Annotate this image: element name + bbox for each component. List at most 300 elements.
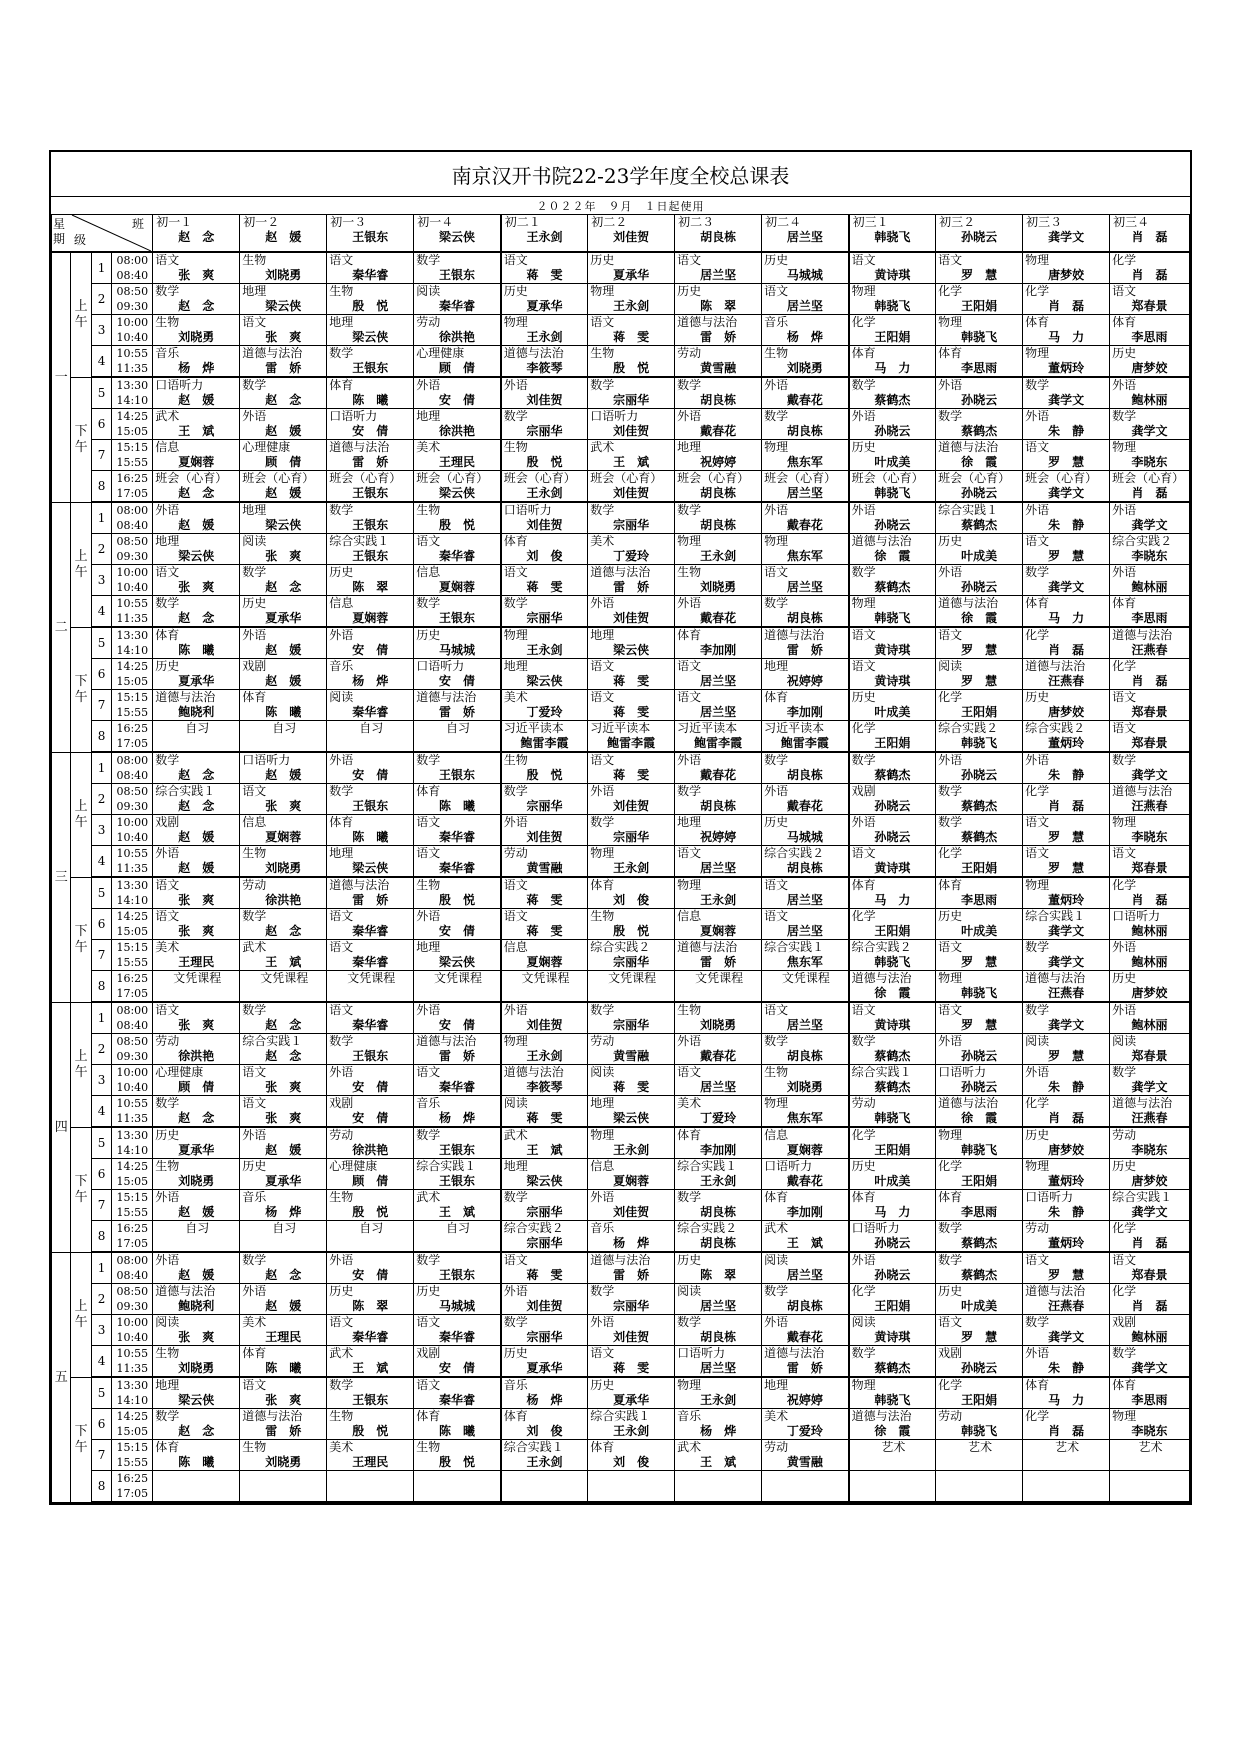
am-label — [71, 1002, 91, 1127]
teacher: 夏娴蓉 — [352, 611, 389, 625]
period-number: 3 — [91, 1315, 111, 1346]
schedule-cell — [936, 1471, 1023, 1503]
subject: 体育 — [938, 1190, 963, 1204]
subject: 阅读 — [1025, 1034, 1050, 1048]
subject: 数学 — [155, 753, 180, 767]
teacher: 刘晓勇 — [178, 1174, 215, 1188]
class-name: 初三３ — [1026, 215, 1063, 229]
teacher: 殷 悦 — [438, 518, 475, 532]
period-row — [52, 815, 1190, 846]
teacher: 罗 慧 — [1048, 455, 1085, 469]
subject: 劳动 — [242, 878, 267, 892]
subject: 班会（心育） — [590, 471, 663, 485]
teacher: 殷 悦 — [526, 768, 563, 782]
subject: 戏剧 — [329, 1096, 354, 1110]
period-row — [52, 721, 1190, 753]
teacher: 王阳娟 — [874, 1299, 911, 1313]
schedule-cell — [849, 940, 936, 971]
teacher: 安 倩 — [352, 1080, 389, 1094]
corner-class-label: 班 — [132, 217, 145, 231]
teacher: 赵 媛 — [265, 1143, 302, 1157]
class-name: 初二４ — [765, 215, 802, 229]
subject: 语文 — [1025, 1253, 1050, 1267]
schedule-cell — [240, 971, 327, 1003]
period-number: 8 — [91, 1471, 111, 1503]
subject: 历史 — [851, 690, 876, 704]
teacher: 李晓东 — [1131, 549, 1168, 563]
teacher: 刘佳贺 — [613, 799, 650, 813]
schedule-cell — [414, 627, 501, 659]
teacher: 宗丽华 — [526, 799, 563, 813]
subject: 数学 — [242, 565, 267, 579]
subject: 班会（心育） — [242, 471, 315, 485]
schedule-cell — [1110, 1252, 1190, 1284]
schedule-cell — [1110, 909, 1190, 940]
period-end: 09:30 — [116, 1050, 149, 1063]
schedule-cell — [240, 377, 327, 409]
teacher: 孙晓云 — [874, 1236, 911, 1250]
teacher: 肖 磊 — [1048, 643, 1085, 657]
subject: 道德与法治 — [1025, 971, 1086, 985]
schedule-cell — [936, 1377, 1023, 1409]
subject: 戏剧 — [851, 784, 876, 798]
subject: 数学 — [155, 596, 180, 610]
schedule-cell — [762, 1409, 849, 1440]
teacher: 赵 念 — [178, 1424, 215, 1438]
schedule-cell — [1110, 565, 1190, 596]
schedule-cell — [414, 409, 501, 440]
teacher: 蔡鹤杰 — [874, 1049, 911, 1063]
period-number: 1 — [91, 752, 111, 784]
teacher: 王银东 — [438, 268, 475, 282]
subject: 自习 — [272, 1221, 297, 1235]
teacher: 杨 烨 — [438, 1111, 475, 1125]
teacher: 王银东 — [438, 611, 475, 625]
teacher: 王永剑 — [526, 486, 563, 500]
period-number: 6 — [91, 409, 111, 440]
period-row — [52, 1096, 1190, 1128]
schedule-cell — [327, 815, 414, 846]
teacher: 秦华睿 — [352, 955, 389, 969]
schedule-cell — [675, 315, 762, 346]
schedule-cell — [327, 846, 414, 878]
subject: 语文 — [677, 690, 702, 704]
schedule-cell — [414, 815, 501, 846]
subject: 历史 — [851, 440, 876, 454]
subject: 美术 — [155, 940, 180, 954]
period-end: 08:40 — [116, 1019, 149, 1032]
schedule-cell — [1110, 471, 1190, 503]
schedule-cell — [588, 752, 675, 784]
teacher: 徐洪艳 — [438, 330, 475, 344]
teacher: 王银东 — [352, 486, 389, 500]
schedule-cell — [762, 534, 849, 565]
schedule-cell — [1023, 1034, 1110, 1065]
teacher: 徐 霞 — [961, 611, 998, 625]
subject: 语文 — [764, 565, 789, 579]
class-header — [675, 215, 762, 253]
subject: 语文 — [1112, 846, 1137, 860]
schedule-cell — [501, 721, 588, 753]
schedule-cell — [588, 1002, 675, 1034]
teacher: 王永剑 — [700, 1393, 737, 1407]
subject: 数学 — [503, 784, 528, 798]
schedule-cell — [675, 659, 762, 690]
subject: 语文 — [242, 1065, 267, 1079]
schedule-cell — [762, 596, 849, 628]
schedule-cell — [501, 690, 588, 721]
period-row — [52, 252, 1190, 284]
schedule-cell — [849, 1315, 936, 1346]
schedule-cell — [588, 1096, 675, 1128]
subject: 化学 — [1112, 878, 1137, 892]
subject: 数学 — [851, 1034, 876, 1048]
period-start: 16:25 — [116, 722, 149, 735]
teacher: 刘佳贺 — [526, 830, 563, 844]
schedule-cell — [240, 1315, 327, 1346]
subject: 数学 — [329, 346, 354, 360]
schedule-cell — [588, 1346, 675, 1378]
schedule-cell — [849, 909, 936, 940]
subject: 道德与法治 — [851, 534, 912, 548]
period-number: 5 — [91, 1377, 111, 1409]
schedule-cell — [1110, 1346, 1190, 1378]
period-end: 14:10 — [116, 394, 149, 407]
teacher: 刘晓勇 — [178, 1361, 215, 1375]
subject: 口语听力 — [851, 1221, 900, 1235]
subject: 历史 — [1112, 346, 1137, 360]
teacher: 汪燕春 — [1048, 674, 1085, 688]
subject: 体育 — [329, 378, 354, 392]
schedule-cell — [501, 440, 588, 471]
schedule-cell — [1110, 1221, 1190, 1253]
teacher: 李加刚 — [700, 1143, 737, 1157]
period-number: 2 — [91, 284, 111, 315]
teacher: 赵 媛 — [265, 424, 302, 438]
teacher: 殷 悦 — [438, 1455, 475, 1469]
teacher: 赵 媛 — [265, 768, 302, 782]
subject: 物理 — [677, 1378, 702, 1392]
schedule-cell — [153, 1002, 240, 1034]
teacher: 顾 倩 — [352, 1174, 389, 1188]
subject: 语文 — [416, 1315, 441, 1329]
subject: 武术 — [677, 1440, 702, 1454]
schedule-cell — [240, 1065, 327, 1096]
teacher: 祝婷婷 — [700, 455, 737, 469]
schedule-cell — [675, 346, 762, 378]
teacher: 罗 慧 — [1048, 830, 1085, 844]
teacher: 刘佳贺 — [526, 518, 563, 532]
teacher: 宗丽华 — [613, 393, 650, 407]
teacher: 鲍林丽 — [1131, 393, 1168, 407]
schedule-cell — [240, 315, 327, 346]
subject: 外语 — [329, 1253, 354, 1267]
teacher: 刘佳贺 — [613, 1205, 650, 1219]
subject: 文凭课程 — [781, 971, 830, 985]
teacher: 赵 念 — [265, 1049, 302, 1063]
teacher: 赵 念 — [265, 924, 302, 938]
subject: 体育 — [503, 1409, 528, 1423]
period-row — [52, 284, 1190, 315]
schedule-cell — [762, 659, 849, 690]
schedule-cell — [936, 502, 1023, 534]
schedule-cell — [240, 534, 327, 565]
subject: 地理 — [416, 940, 441, 954]
schedule-cell — [1023, 1284, 1110, 1315]
teacher: 张 爽 — [265, 1111, 302, 1125]
schedule-cell — [414, 252, 501, 284]
subject: 生物 — [242, 846, 267, 860]
teacher: 秦华睿 — [438, 549, 475, 563]
schedule-cell — [327, 971, 414, 1003]
subject: 武术 — [590, 440, 615, 454]
class-head-teacher: 赵 念 — [178, 230, 215, 244]
subject: 地理 — [329, 315, 354, 329]
period-row — [52, 1346, 1190, 1378]
subject: 道德与法治 — [590, 1253, 651, 1267]
schedule-cell — [762, 1221, 849, 1253]
teacher: 李思雨 — [1131, 1393, 1168, 1407]
teacher: 龚学文 — [1048, 955, 1085, 969]
subject: 外语 — [1025, 753, 1050, 767]
half-text: 下午 — [74, 1173, 88, 1205]
teacher: 肖 磊 — [1131, 268, 1168, 282]
subject: 口语听力 — [416, 659, 465, 673]
subject: 化学 — [1025, 784, 1050, 798]
period-number: 1 — [91, 1252, 111, 1284]
teacher: 秦华睿 — [438, 861, 475, 875]
subject: 生物 — [677, 1003, 702, 1017]
schedule-cell — [414, 284, 501, 315]
schedule-cell — [327, 1346, 414, 1378]
period-time — [112, 440, 153, 471]
teacher: 胡良栋 — [700, 1330, 737, 1344]
schedule-cell — [1110, 815, 1190, 846]
schedule-cell — [414, 377, 501, 409]
period-start: 14:25 — [116, 1410, 149, 1423]
subject: 体育 — [503, 534, 528, 548]
period-row — [52, 1065, 1190, 1096]
teacher: 肖 磊 — [1131, 674, 1168, 688]
period-number: 8 — [91, 721, 111, 753]
timetable-sheet — [49, 150, 1192, 1505]
teacher: 张 爽 — [265, 330, 302, 344]
class-header — [414, 215, 501, 253]
teacher: 胡良栋 — [786, 1049, 823, 1063]
schedule-cell — [588, 1284, 675, 1315]
period-end: 15:55 — [116, 456, 149, 469]
period-time — [112, 1096, 153, 1128]
schedule-cell — [501, 1252, 588, 1284]
teacher: 焦东军 — [786, 1111, 823, 1125]
schedule-cell — [762, 909, 849, 940]
schedule-cell — [414, 1159, 501, 1190]
subject: 语文 — [503, 565, 528, 579]
subject: 武术 — [155, 409, 180, 423]
schedule-cell — [675, 1159, 762, 1190]
period-start: 15:15 — [116, 691, 149, 704]
subject: 劳动 — [1025, 1221, 1050, 1235]
subject: 道德与法治 — [851, 1409, 912, 1423]
schedule-cell — [501, 659, 588, 690]
teacher: 朱 静 — [1048, 1205, 1085, 1219]
period-time — [112, 1471, 153, 1503]
teacher: 龚学文 — [1048, 924, 1085, 938]
schedule-cell — [588, 409, 675, 440]
schedule-cell — [762, 1346, 849, 1378]
period-end: 15:55 — [116, 956, 149, 969]
teacher: 居兰坚 — [700, 1299, 737, 1313]
schedule-cell — [501, 784, 588, 815]
subject: 外语 — [851, 1253, 876, 1267]
period-number: 8 — [91, 471, 111, 503]
subject: 综合实践２ — [764, 846, 825, 860]
schedule-cell — [936, 752, 1023, 784]
subject: 语文 — [1112, 690, 1137, 704]
teacher: 孙晓云 — [874, 830, 911, 844]
schedule-cell — [1023, 940, 1110, 971]
teacher: 梁云侠 — [352, 330, 389, 344]
schedule-cell — [762, 815, 849, 846]
schedule-cell — [762, 1377, 849, 1409]
schedule-cell — [153, 596, 240, 628]
schedule-cell — [675, 752, 762, 784]
period-number: 6 — [91, 659, 111, 690]
subject: 阅读 — [938, 659, 963, 673]
teacher: 刘佳贺 — [526, 393, 563, 407]
am-label — [71, 252, 91, 377]
teacher: 顾 倩 — [265, 455, 302, 469]
corner-grade-label: 级 — [74, 233, 87, 247]
half-text: 下午 — [74, 1423, 88, 1455]
schedule-cell — [153, 565, 240, 596]
teacher: 蒋 雯 — [613, 1361, 650, 1375]
teacher: 蒋 雯 — [613, 330, 650, 344]
period-start: 14:25 — [116, 910, 149, 923]
subject: 外语 — [329, 628, 354, 642]
teacher: 夏承华 — [526, 1361, 563, 1375]
schedule-cell — [675, 721, 762, 753]
teacher: 陈 曦 — [265, 1361, 302, 1375]
teacher: 王阳娟 — [874, 924, 911, 938]
subject: 数学 — [851, 378, 876, 392]
subject: 语文 — [1025, 440, 1050, 454]
subject: 语文 — [1025, 534, 1050, 548]
schedule-cell — [327, 471, 414, 503]
subject: 数学 — [677, 784, 702, 798]
teacher: 杨 烨 — [786, 330, 823, 344]
schedule-cell — [849, 1440, 936, 1471]
teacher: 夏娴蓉 — [438, 580, 475, 594]
subject: 语文 — [938, 253, 963, 267]
schedule-cell — [240, 940, 327, 971]
teacher: 李思雨 — [961, 1205, 998, 1219]
subject: 历史 — [503, 284, 528, 298]
teacher: 戴春花 — [786, 799, 823, 813]
schedule-cell — [153, 1159, 240, 1190]
teacher: 黄诗琪 — [874, 268, 911, 282]
period-time — [112, 1002, 153, 1034]
teacher: 居兰坚 — [700, 1080, 737, 1094]
period-row — [52, 971, 1190, 1003]
subject: 道德与法治 — [590, 565, 651, 579]
subject: 物理 — [938, 315, 963, 329]
teacher: 孙晓云 — [961, 486, 998, 500]
teacher: 黄雪融 — [526, 861, 563, 875]
schedule-cell — [849, 659, 936, 690]
teacher: 徐 霞 — [961, 1111, 998, 1125]
schedule-cell — [153, 971, 240, 1003]
period-row — [52, 409, 1190, 440]
subject: 外语 — [416, 378, 441, 392]
schedule-cell — [849, 1159, 936, 1190]
teacher: 肖 磊 — [1131, 1236, 1168, 1250]
weekday-label: 一 — [52, 252, 71, 502]
schedule-cell — [327, 1284, 414, 1315]
schedule-cell — [936, 1096, 1023, 1128]
subject: 体育 — [764, 690, 789, 704]
period-start: 08:00 — [116, 1004, 149, 1017]
subject: 数学 — [1025, 565, 1050, 579]
teacher: 祝婷婷 — [786, 1393, 823, 1407]
period-number: 1 — [91, 252, 111, 284]
subject: 文凭课程 — [347, 971, 396, 985]
subject: 自习 — [359, 721, 384, 735]
teacher: 夏娴蓉 — [613, 1174, 650, 1188]
teacher: 刘 俊 — [613, 1455, 650, 1469]
schedule-cell — [1023, 1346, 1110, 1378]
teacher: 王永剑 — [700, 549, 737, 563]
schedule-cell — [675, 1346, 762, 1378]
schedule-cell — [1023, 409, 1110, 440]
schedule-cell — [501, 1159, 588, 1190]
teacher: 韩骁飞 — [874, 299, 911, 313]
subject: 班会（心育） — [155, 471, 228, 485]
subject: 体育 — [1025, 315, 1050, 329]
teacher: 王银东 — [438, 1268, 475, 1282]
period-number: 8 — [91, 1221, 111, 1253]
subject: 道德与法治 — [1112, 628, 1173, 642]
period-number: 4 — [91, 346, 111, 378]
teacher: 安 倩 — [352, 1111, 389, 1125]
subject: 语文 — [329, 940, 354, 954]
subject: 劳动 — [1112, 1128, 1137, 1142]
period-start: 16:25 — [116, 1222, 149, 1235]
period-number: 2 — [91, 784, 111, 815]
subject: 语文 — [590, 659, 615, 673]
schedule-cell — [936, 1221, 1023, 1253]
schedule-cell — [327, 1252, 414, 1284]
subject: 化学 — [1112, 1284, 1137, 1298]
schedule-cell — [936, 659, 1023, 690]
subject: 外语 — [938, 565, 963, 579]
schedule-cell — [849, 1002, 936, 1034]
teacher: 宗丽华 — [613, 830, 650, 844]
subject: 物理 — [677, 878, 702, 892]
teacher: 张 爽 — [178, 580, 215, 594]
teacher: 赵 念 — [265, 580, 302, 594]
class-head-teacher: 梁云侠 — [438, 230, 475, 244]
subject: 外语 — [938, 753, 963, 767]
subject: 班会（心育） — [329, 471, 402, 485]
schedule-cell — [501, 846, 588, 878]
subject: 化学 — [1025, 1096, 1050, 1110]
teacher: 刘晓勇 — [786, 1080, 823, 1094]
subject: 数学 — [677, 1190, 702, 1204]
period-row — [52, 1159, 1190, 1190]
schedule-cell — [414, 1284, 501, 1315]
class-name: 初二１ — [504, 215, 541, 229]
